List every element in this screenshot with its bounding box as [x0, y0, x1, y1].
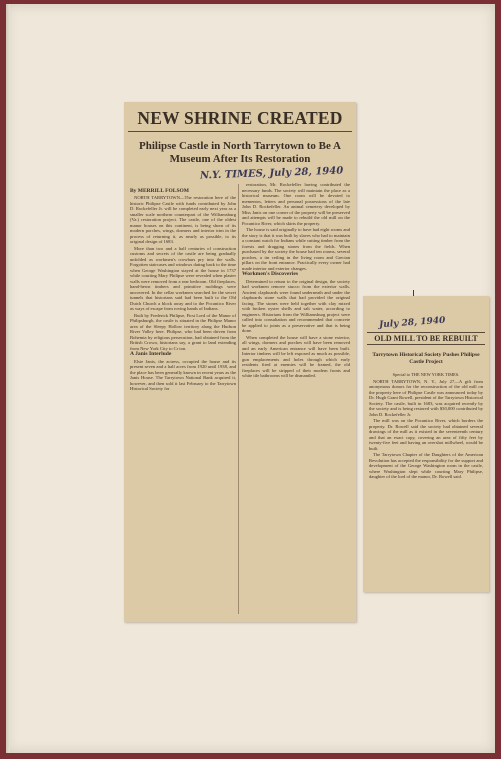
paragraph: The Tarrytown Chapter of the Daughters of the American Revolution has accepted the responsibility for the support and development of the George Washington room in the castle, where Washington slept while courting Mary Philipse, daughter of the lord of the manor, Dr. Rowell said.: [369, 452, 483, 479]
column-rule: [238, 184, 239, 614]
paragraph: NORTH TARRYTOWN—The restoration here of the historic Philipse Castle with funds contributed by John D. Rockefeller Jr. will be completed early next year as a smaller scale northern counterpart of the Williamsburg (Va.) restoration project. The castle, one of the oldest manor houses on this continent, is being shorn of its modern porches, wings, dormers and interior trim in the process of returning it, as nearly as possible, to its original design of 1683.: [130, 195, 236, 244]
clipping-headline: NEW SHRINE CREATED: [128, 108, 352, 132]
clipping-headline: OLD MILL TO BE REBUILT: [367, 332, 485, 345]
main-clipping: [124, 102, 356, 622]
paragraph: NORTH TARRYTOWN, N. Y., July 27—A gift from anonymous donors for the reconstruction of the old mill on the property here of Philipse Castle was announced today by Dr. Hugh Grant Rowell, president of the Tarrytown Historical Society. The castle, built in 1683, was acquired recently by the society and is being restored with $30,000 contributed by John D. Rockefeller Jr.: [369, 378, 483, 417]
article-column: [369, 372, 483, 586]
scrapbook-page: [6, 4, 495, 753]
subheading: Workmen's Discoveries: [242, 271, 299, 277]
clipping-subhead: Philipse Castle in North Tarrytown to Be A Museum After Its Restoration: [139, 140, 341, 165]
page-edge: [6, 4, 10, 753]
dateline-special: Special to THE NEW YORK TIMES.: [392, 372, 460, 377]
subheading: A Janis Interlude: [130, 351, 172, 357]
byline: By MERRILL FOLSOM: [130, 188, 189, 194]
paragraph: More than two and a half centuries of construction customs and secrets of the castle are being gradually unfolded as workmen's crowbars pry into the walls. Forgotten staircases and windows dating back to the time when George Washington stayed at the house in 1737 while courting Mary Philipse were revealed when plaster walls were removed from a rear bedroom. Old fireplaces, hand-hewn timbers and primitive moldings were uncovered. In the cellar workmen searched for the secret tunnels that historians said had been built to the Old Dutch Church a block away and to the Pocantico River as ways of escape from roving bands of Indians.: [130, 245, 236, 311]
paragraph: Built by Frederick Philipse, First Lord of the Manor of Philipsburgh, the castle is situated in the Philipse Manor area of the Sleepy Hollow territory along the Hudson River Valley here. Philipse, who had been driven from Bohemia by religious persecution, had obtained from the British Crown, historians say, a grant to land extending from New York City to Cr ton.: [130, 312, 236, 351]
paragraph: The house is said originally to have had eight rooms and the story is that it was built by slaves who had to maintain a constant watch for Indians while cutting timber from the forests and dragging stones from the fields. When purchased by the society the house had ten rooms, several porches, a tin ceiling in the living room and Grecian pillars on the front entrance. Practically every owner had made interior and exterior changes.: [242, 227, 350, 271]
paragraph: restoration, Mr. Rockefeller having contributed the necessary funds. The society will maintain the place as a historical museum. One room will be devoted to mementos, letters and personal possessions of the late John D. Rockefeller. An animal cemetery developed by Miss Janis on one corner of the property will be preserved and attempts will be made to rebuild the old mill on the Pocantico River, which skirts the property.: [242, 182, 350, 226]
paragraph: Determined to return to the original design, the society had workmen remove stucco from the exterior walls. Ancient clapboards were found underneath and under the clapboards stone walls that had provided the original facing. The stones were held together with clay mixed with broken oyster shells and salt water, according to engineers. Historians from the Williamsburg project were called into consultation and recommended that concrete be applied to joints as a preservative and that is being done.: [242, 278, 350, 333]
handwritten-date-note: July 28, 1940: [378, 315, 446, 331]
article-column-2: [242, 182, 350, 619]
small-clipping: [363, 296, 489, 592]
clipping-subhead: Tarrytown Historical Society Pushes Philipse Castle Project: [372, 352, 480, 365]
paragraph: The mill was on the Pocantico River, which borders the property. Dr. Rowell said the society had obtained several drawings of the mill as it existed in the seventeenth century and that an exact copy, covering an area of fifty feet by twenty-five feet and having an overshot millwheel, would be built.: [369, 418, 483, 451]
handwritten-date-note: N.Y. TIMES, July 28, 1940: [199, 165, 344, 182]
paragraph: Elsie Janis, the actress, occupied the house and its present seven and a half acres from 1920 until 1938, and the place has been generally known in recent years as the Janis House. The Tarrytown National Bank acquired it, however, and then sold it last February to the Tarrytown Historical Society for: [130, 358, 236, 391]
paragraph: When completed the house will have a stone exterior, all wings, dormers and porches will have been removed and an early American entrance will have been built. Interior timbers will be left exposed as much as possible, gun emplacements and holes through which early residents fired at enemies will be framed, the old fireplaces will be stripped of their modern fronts and white tile bathrooms will be dismantled.: [242, 334, 350, 378]
article-column-1: [130, 195, 236, 619]
